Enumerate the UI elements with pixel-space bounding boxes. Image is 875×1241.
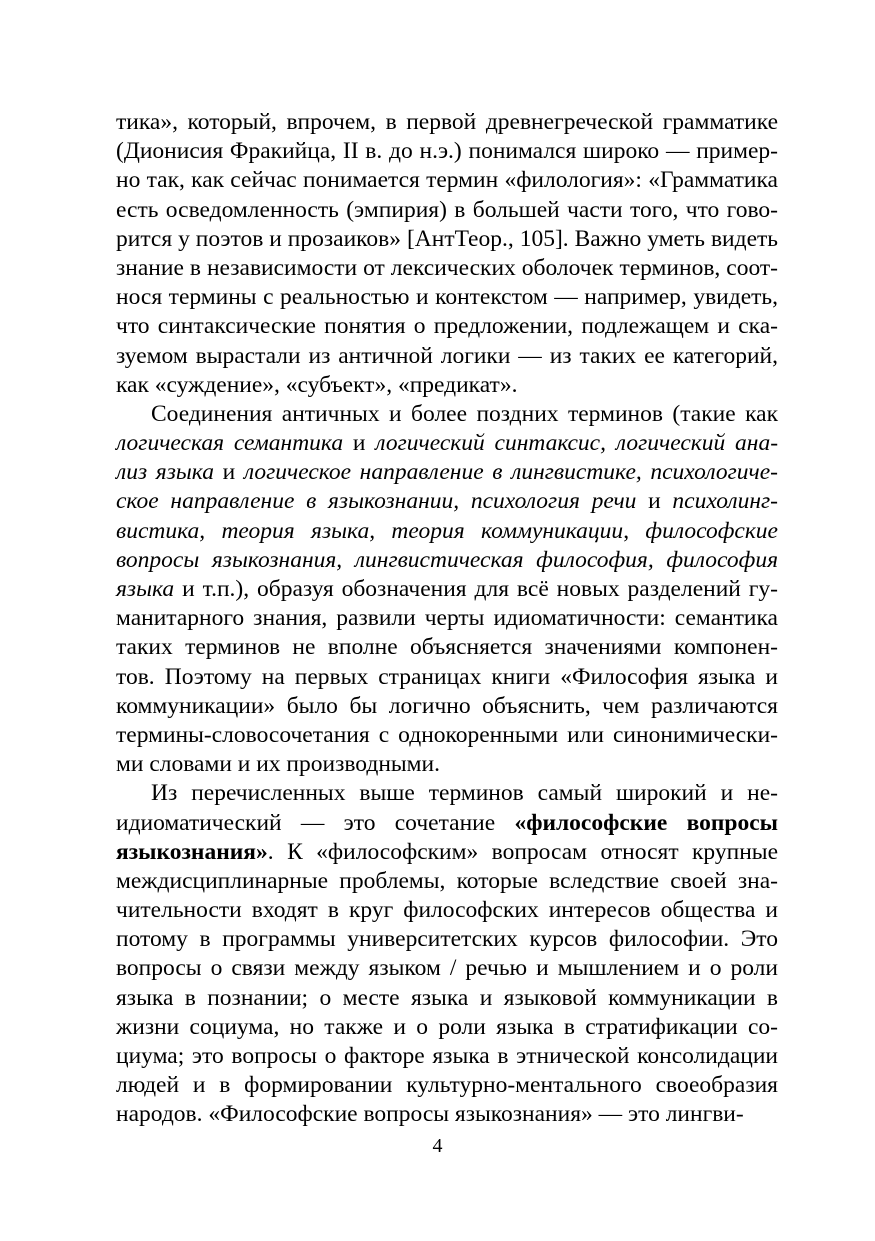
text-line [116, 663, 778, 692]
italic-term: лиз языка [116, 459, 214, 486]
text-segment: коммуникации» было бы логично объяснить, чем различаются [116, 692, 778, 719]
text-line [116, 1100, 778, 1129]
text-line [116, 225, 778, 254]
text-segment: нося термины с реальностью и контекстом — например, увидеть, [116, 284, 778, 311]
italic-term: ское направление в языкознании, психология речи [116, 488, 637, 515]
text-line [116, 984, 778, 1013]
text-line [116, 137, 778, 166]
text-line [116, 342, 778, 371]
text-segment: и [343, 430, 376, 457]
text-segment: жизни социума, но также и о роли языка в стратификации со- [116, 1013, 778, 1040]
text-line [116, 954, 778, 983]
text-line [116, 546, 778, 575]
text-line [116, 633, 778, 662]
text-line [116, 312, 778, 341]
text-line [116, 750, 778, 779]
text-line [116, 400, 778, 429]
text-line [116, 896, 778, 925]
text-segment: междисциплинарные проблемы, которые вследствие своей зна- [116, 867, 778, 894]
text-segment: зуемом вырастали из античной логики — из таких ее категорий, [116, 342, 778, 369]
text-line [116, 517, 778, 546]
text-segment: как «суждение», «субъект», «предикат». [116, 371, 518, 398]
text-segment: языка в познании; о месте языка и языковой коммуникации в [116, 984, 778, 1011]
text-segment: Соединения античных и более поздних терминов (такие как [151, 400, 778, 427]
text-line [116, 458, 778, 487]
text-segment: ми словами и их производными. [116, 751, 441, 778]
text-line [116, 196, 778, 225]
text-segment: есть осведомленность (эмпирия) в большей части того, что гово- [116, 196, 778, 223]
italic-term: логическая семантика [116, 430, 344, 457]
text-segment: тов. Поэтому на первых страницах книги «Философия языка и [116, 663, 778, 690]
text-segment: потому в программы университетских курсов философии. Это [116, 926, 778, 953]
italic-term: психолинг- [672, 488, 779, 515]
italic-term: философские [645, 517, 778, 544]
text-segment: знание в независимости от лексических оболочек терминов, соот- [116, 254, 778, 281]
text-line [116, 166, 778, 195]
text-line [116, 867, 778, 896]
text-line [116, 429, 778, 458]
text-segment: людей и в формировании культурно-ментального своеобразия [116, 1072, 778, 1099]
body-text [116, 108, 778, 1130]
text-segment: вопросы о связи между языком / речью и мышлением и о роли [116, 955, 778, 982]
text-segment: Из перечисленных выше терминов самый широкий и не- [151, 780, 778, 807]
text-line [116, 283, 778, 312]
bold-term: языкознания» [116, 838, 268, 865]
page-number: 4 [432, 1135, 443, 1157]
text-segment: манитарного знания, развили черты идиоматичности: семантика [116, 605, 778, 632]
paragraph [116, 400, 778, 779]
paragraph [116, 108, 778, 400]
text-segment: . К «философским» вопросам относят крупные [267, 838, 778, 865]
paragraph [116, 779, 778, 1129]
bold-term: «философские вопросы [514, 809, 778, 836]
text-segment: тика», который, впрочем, в первой древнегреческой грамматике [116, 109, 778, 135]
text-line [116, 1071, 778, 1100]
text-segment: народов. «Философские вопросы языкознания» — это лингви- [116, 1101, 744, 1128]
italic-term: вопросы языкознания, лингвистическая философия, философия [116, 546, 778, 573]
text-segment: таких терминов не вполне объясняется значениями компонен- [116, 634, 778, 661]
text-segment: рится у поэтов и прозаиков» [АнтТеор., 105]. Важно уметь видеть [116, 225, 778, 252]
text-line [116, 838, 778, 867]
text-line [116, 575, 778, 604]
text-segment: и [636, 488, 673, 515]
text-segment: термины-словосочетания с однокоренными или синонимически- [116, 721, 778, 748]
text-line [116, 1013, 778, 1042]
text-line [116, 1042, 778, 1071]
text-segment: но так, как сейчас понимается термин «филология»: «Грамматика [116, 167, 778, 194]
text-line [116, 604, 778, 633]
text-line [116, 487, 778, 516]
text-segment: , [623, 517, 646, 544]
text-line [116, 254, 778, 283]
text-segment: чительности входят в круг философских интересов общества и [116, 897, 778, 924]
italic-term: логическое направление в лингвистике, психологиче- [243, 459, 778, 486]
text-line [116, 925, 778, 954]
text-segment: и [213, 459, 244, 486]
italic-term: вистика, теория языка, теория коммуникации [116, 517, 624, 544]
italic-term: языка [116, 576, 175, 602]
text-segment: и т.п.), образуя обозначения для всё новых разделений гу- [174, 576, 778, 602]
text-segment: (Дионисия Фракийца, II в. до н.э.) понимался широко — пример- [116, 138, 778, 165]
text-segment: что синтаксические понятия о предложении, подлежащем и ска- [116, 313, 778, 340]
italic-term: логический синтаксис, логический ана- [375, 430, 779, 457]
text-line [116, 809, 778, 838]
text-segment: циума; это вопросы о факторе языка в этнической консолидации [116, 1043, 778, 1069]
text-line [116, 371, 778, 400]
text-line [116, 692, 778, 721]
text-line [116, 721, 778, 750]
text-line [116, 108, 778, 137]
text-segment: идиоматический — это сочетание [116, 809, 515, 836]
text-line [116, 779, 778, 808]
